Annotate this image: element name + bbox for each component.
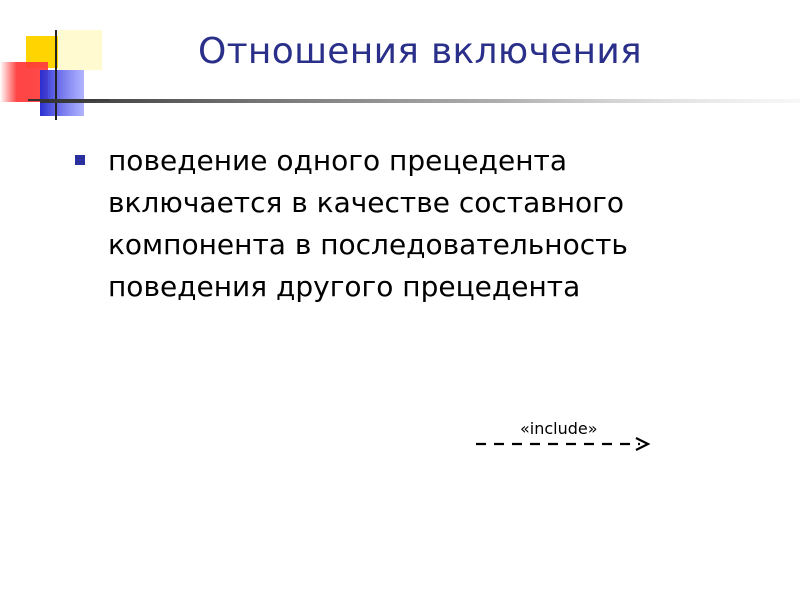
open-arrowhead-icon [636,438,648,450]
blue-square [40,70,84,116]
title-underline [40,97,800,105]
bullet-text: поведение одного прецедента включается в качестве составного компонента в последовательность поведения другого прецедента [108,144,628,303]
bullet-square-icon [75,155,85,165]
slide-title: Отношения включения [198,31,642,72]
bullet-item [72,140,772,308]
decorative-squares-icon [0,0,110,130]
include-stereotype-label: «include» [520,419,598,438]
bullet-list [72,140,772,308]
